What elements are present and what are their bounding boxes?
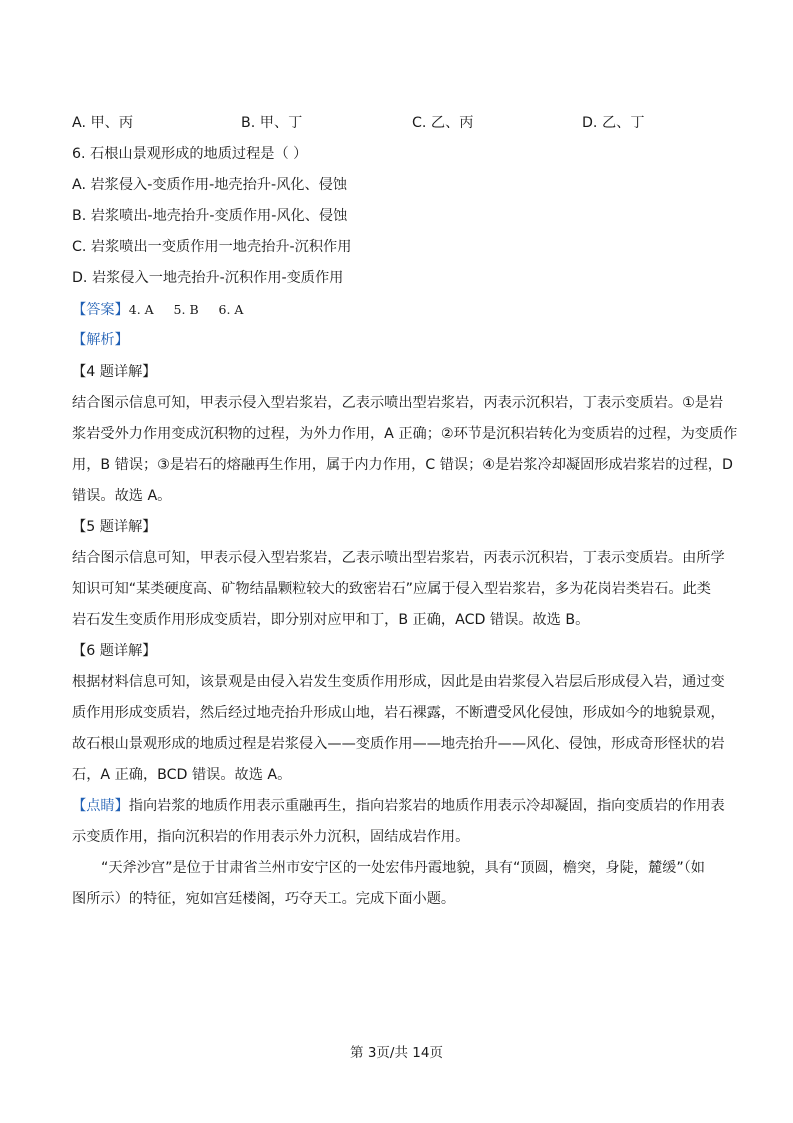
answer-text: 4. A 5. B 6. A bbox=[128, 302, 244, 317]
detail-6-title: 【6 题详解】 bbox=[72, 643, 157, 659]
option-c: C. 乙、丙 bbox=[412, 115, 474, 131]
option-d: D. 乙、丁 bbox=[582, 115, 645, 131]
tip-text: 指向岩浆的地质作用表示重融再生，指向岩浆岩的地质作用表示冷却凝固，指向变质岩的作用表 bbox=[128, 798, 725, 814]
option-a: A. 甲、丙 bbox=[72, 115, 134, 131]
page-number: 第 3页/共 14页 bbox=[350, 1045, 443, 1061]
detail-5-line: 知识可知“某类硬度高、矿物结晶颗粒较大的致密岩石”应属于侵入型岩浆岩，多为花岗岩类岩石。此类 bbox=[72, 581, 711, 597]
detail-6-line: 根据材料信息可知，该景观是由侵入岩发生变质作用形成，因此是由岩浆侵入岩层后形成侵入岩，通过变 bbox=[72, 674, 725, 690]
detail-5-line: 岩石发生变质作用形成变质岩，即分别对应甲和丁，B 正确，ACD 错误。故选 B。 bbox=[72, 612, 590, 628]
detail-4-title: 【4 题详解】 bbox=[72, 364, 157, 380]
passage-line: “天斧沙宫”是位于甘肃省兰州市安宁区的一处宏伟丹霞地貌，具有“顶圆，檐突，身陡，麓缓”（如 bbox=[101, 860, 705, 876]
q6-option-b: B. 岩浆喷出-地壳抬升-变质作用-风化、侵蚀 bbox=[72, 208, 348, 224]
detail-5-line: 结合图示信息可知，甲表示侵入型岩浆岩，乙表示喷出型岩浆岩，丙表示沉积岩，丁表示变质岩。由所学 bbox=[72, 550, 725, 566]
detail-6-line: 石，A 正确，BCD 错误。故选 A。 bbox=[72, 767, 292, 783]
detail-6-line: 质作用形成变质岩，然后经过地壳抬升形成山地，岩石裸露，不断遭受风化侵蚀，形成如今的地貌景观， bbox=[72, 705, 725, 721]
tip-line-2: 示变质作用，指向沉积岩的作用表示外力沉积，固结成岩作用。 bbox=[72, 829, 470, 845]
q6-option-d: D. 岩浆侵入一地壳抬升-沉积作用-变质作用 bbox=[72, 270, 344, 286]
option-b: B. 甲、丁 bbox=[241, 115, 303, 131]
analysis-tag: 【解析】 bbox=[72, 332, 129, 348]
passage-line: 图所示）的特征，宛如宫廷楼阁，巧夺天工。完成下面小题。 bbox=[72, 891, 456, 907]
detail-4-line: 错误。故选 A。 bbox=[72, 488, 172, 504]
tip-tag: 【点睛】 bbox=[72, 798, 129, 814]
q6-option-a: A. 岩浆侵入-变质作用-地壳抬升-风化、侵蚀 bbox=[72, 177, 348, 193]
tip-line bbox=[72, 796, 725, 816]
detail-4-line: 结合图示信息可知，甲表示侵入型岩浆岩，乙表示喷出型岩浆岩，丙表示沉积岩，丁表示变质岩。①是岩 bbox=[72, 395, 724, 411]
detail-5-title: 【5 题详解】 bbox=[72, 519, 157, 535]
detail-4-line: 用，B 错误；③是岩石的熔融再生作用，属于内力作用，C 错误；④是岩浆冷却凝固形成岩浆岩的过程，D bbox=[72, 457, 733, 473]
question-6-stem: 6. 石根山景观形成的地质过程是（ ） bbox=[72, 146, 308, 162]
answer-line bbox=[72, 300, 243, 320]
detail-4-line: 浆岩受外力作用变成沉积物的过程，为外力作用，A 正确；②环节是沉积岩转化为变质岩的过程，为变质作 bbox=[72, 426, 738, 442]
q6-option-c: C. 岩浆喷出一变质作用一地壳抬升-沉积作用 bbox=[72, 239, 352, 255]
detail-6-line: 故石根山景观形成的地质过程是岩浆侵入——变质作用——地壳抬升——风化、侵蚀，形成奇形怪状的岩 bbox=[72, 736, 725, 752]
answer-tag: 【答案】 bbox=[72, 302, 129, 318]
